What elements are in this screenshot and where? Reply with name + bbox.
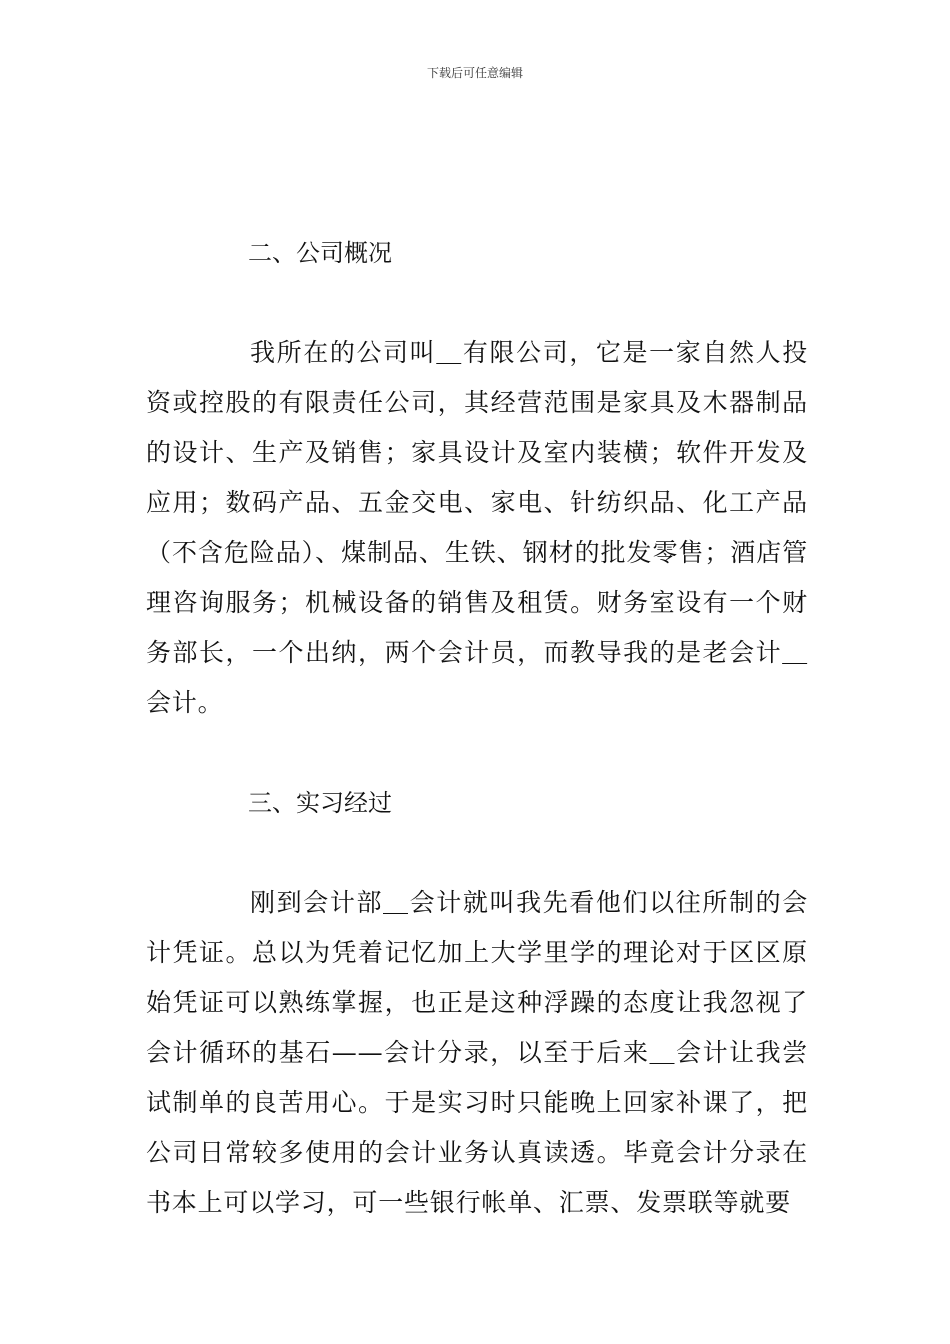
- paragraph-company-overview: 我所在的公司叫＿有限公司，它是一家自然人投资或控股的有限责任公司，其经营范围是家具及木器制品的设计、生产及销售；家具设计及室内装横；软件开发及应用；数码产品、五金交电、家电、针纺织品、化工产品（不含危险品）、煤制品、生铁、钢材的批发零售；酒店管理咨询服务；机械设备的销售及租赁。财务室设有一个财务部长，一个出纳，两个会计员，而教导我的是老会计＿会计。: [146, 338, 808, 717]
- page-header: 下载后可任意编辑: [426, 66, 523, 80]
- spacer: [146, 278, 808, 328]
- document-body: [146, 228, 808, 1228]
- section-heading-internship-process: 三、实习经过: [248, 789, 392, 817]
- paragraph-internship-process: 刚到会计部＿会计就叫我先看他们以往所制的会计凭证。总以为凭着记忆加上大学里学的理论对于区区原始凭证可以熟练掌握，也正是这种浮躁的态度让我忽视了会计循环的基石——会计分录，以至于后来＿会计让我尝试制单的良苦用心。于是实习时只能晚上回家补课了，把公司日常较多使用的会计业务认真读透。毕竟会计分录在书本上可以学习，可一些银行帐单、汇票、发票联等就要: [146, 888, 808, 1217]
- spacer: [146, 728, 808, 778]
- spacer: [146, 828, 808, 878]
- section-heading-company-overview: 二、公司概况: [248, 239, 392, 267]
